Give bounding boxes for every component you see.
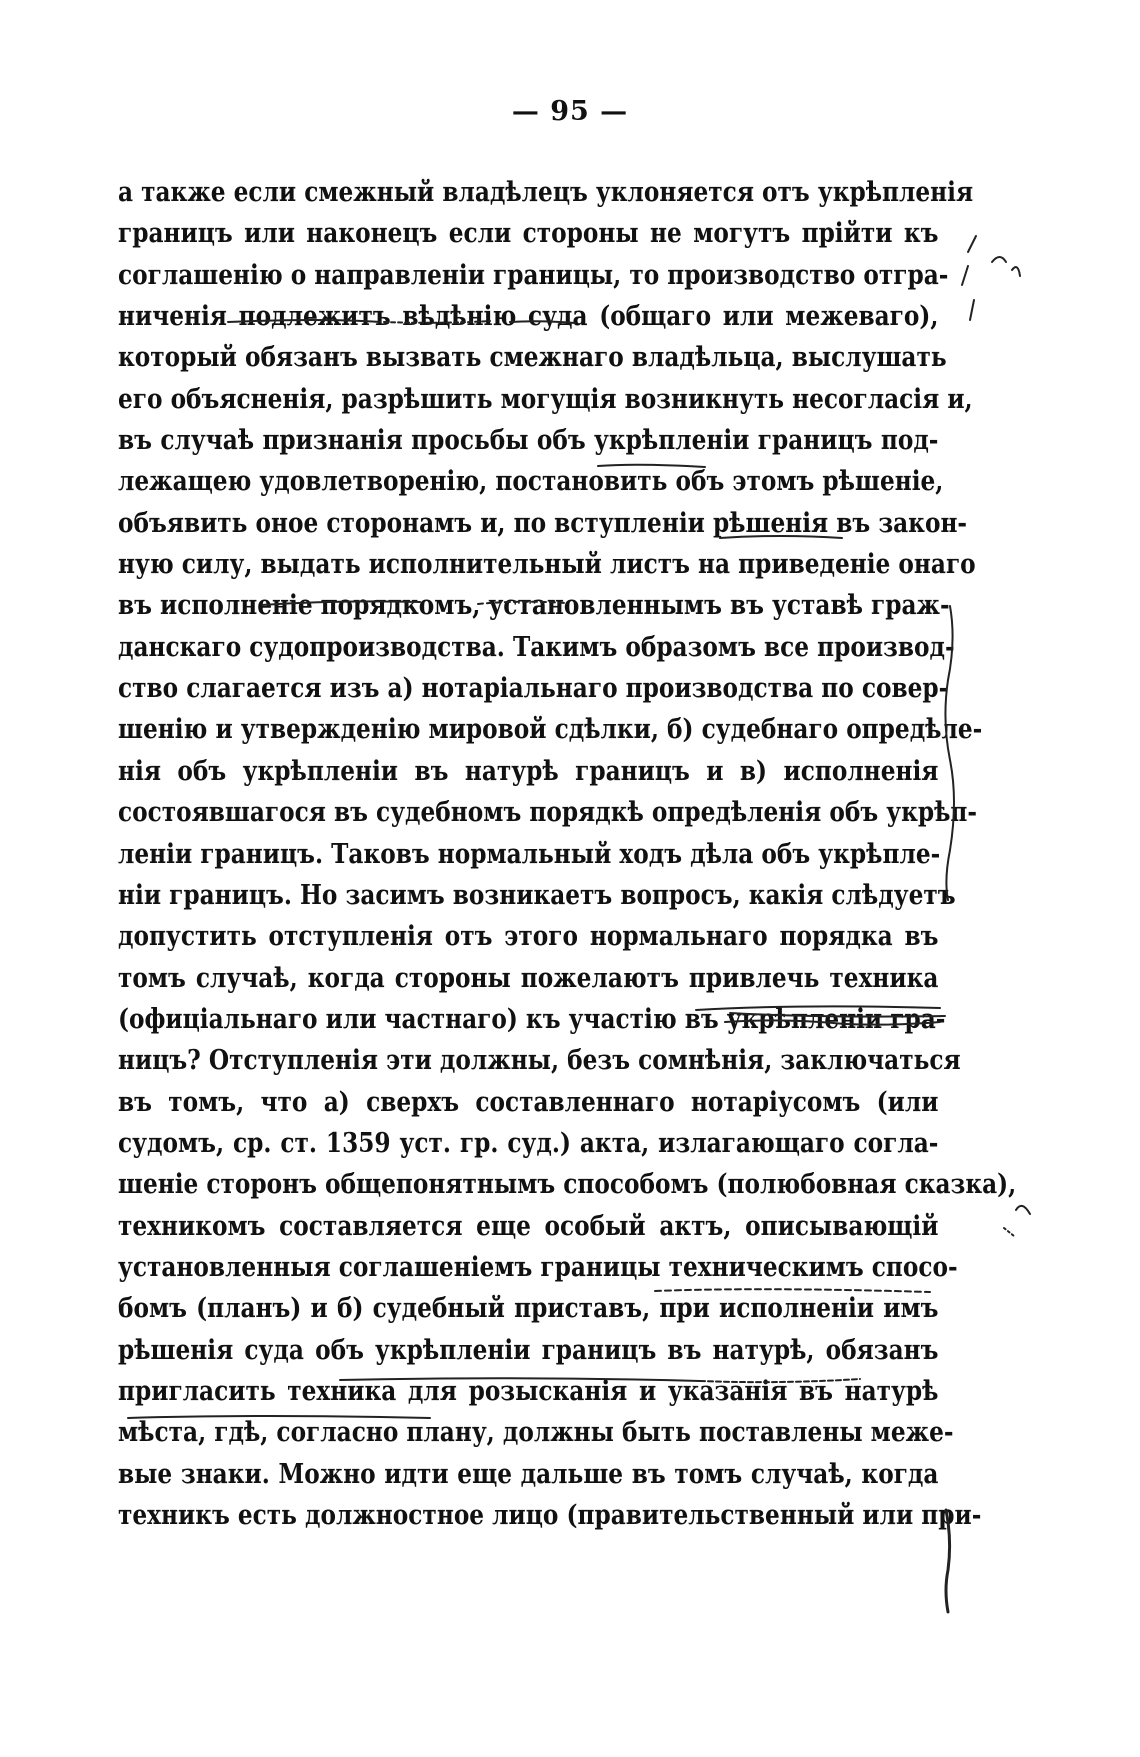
text-line: шенію и утвержденію мировой сдѣлки, б) судебнаго опредѣле- — [118, 714, 983, 746]
text-line: техникомъ составляется еще особый актъ, описывающій — [118, 1210, 939, 1242]
text-line: ную силу, выдать исполнительный листъ на приведеніе онаго — [118, 549, 976, 581]
text-line: техникъ есть должностное лицо (правительственный или при- — [118, 1500, 982, 1531]
margin-mark — [1016, 1206, 1030, 1214]
margin-mark — [968, 236, 976, 252]
text-line: границъ или наконецъ если стороны не могутъ прійти къ — [118, 218, 939, 250]
margin-mark — [962, 266, 968, 285]
text-line: въ случаѣ признанія просьбы объ укрѣпленіи границъ под- — [118, 425, 939, 457]
text-line: въ исполненіе порядкомъ, установленнымъ въ уставѣ граж- — [118, 590, 950, 622]
page-number: — 95 — — [511, 96, 629, 127]
text-line: его объясненія, разрѣшить могущія возникнуть несогласія и, — [118, 383, 973, 415]
margin-mark — [1004, 1228, 1014, 1236]
text-line: рѣшенія суда объ укрѣпленіи границъ въ натурѣ, обязанъ — [118, 1334, 939, 1366]
margin-mark — [1012, 267, 1020, 276]
text-line: шеніе сторонъ общепонятнымъ способомъ (полюбовная сказка), — [118, 1169, 1017, 1201]
text-line: пригласить техника для розысканія и указанія въ натурѣ — [118, 1375, 939, 1407]
text-line: который обязанъ вызвать смежнаго владѣльца, выслушать — [118, 342, 947, 374]
text-line: судомъ, ср. ст. 1359 уст. гр. суд.) акта, излагающаго согла- — [118, 1127, 939, 1159]
text-line: (офиціальнаго или частнаго) къ участію въ укрѣпленіи гра- — [118, 1003, 946, 1035]
text-line: ницъ? Отступленія эти должны, безъ сомнѣнія, заключаться — [118, 1045, 961, 1077]
text-line: установленныя соглашеніемъ границы техническимъ спосо- — [118, 1251, 958, 1283]
text-line: состоявшагося въ судебномъ порядкѣ опредѣленія объ укрѣп- — [118, 797, 978, 829]
text-line: въ томъ, что а) сверхъ составленнаго нотаріусомъ (или — [118, 1086, 939, 1118]
text-line: томъ случаѣ, когда стороны пожелаютъ привлечь техника — [118, 962, 939, 994]
text-line: нія объ укрѣпленіи въ натурѣ границъ и в) исполненія — [118, 755, 939, 787]
text-line: мѣста, гдѣ, согласно плану, должны быть поставлены меже- — [118, 1417, 954, 1449]
text-line: бомъ (планъ) и б) судебный приставъ, при исполненіи имъ — [118, 1293, 939, 1325]
body-text — [118, 172, 1017, 1536]
text-line: ніи границъ. Но засимъ возникаетъ вопросъ, какія слѣдуетъ — [118, 879, 956, 911]
text-line: ство слагается изъ а) нотаріальнаго производства по совер- — [118, 673, 949, 705]
text-line: объявить оное сторонамъ и, по вступленіи рѣшенія въ закон- — [118, 507, 968, 539]
text-line: ниченія подлежитъ вѣдѣнію суда (общаго или межеваго), — [118, 301, 939, 333]
text-line: допустить отступленія отъ этого нормальнаго порядка въ — [118, 921, 939, 953]
text-line: данскаго судопроизводства. Такимъ образомъ все производ- — [118, 631, 955, 663]
text-line: леніи границъ. Таковъ нормальный ходъ дѣла объ укрѣпле- — [118, 838, 941, 870]
text-line: соглашенію о направленіи границы, то производство отгра- — [118, 259, 949, 291]
text-line: лежащею удовлетворенію, постановить объ этомъ рѣшеніе, — [118, 466, 944, 498]
margin-mark — [992, 257, 1006, 262]
margin-mark — [970, 300, 974, 320]
text-line: вые знаки. Можно идти еще дальше въ томъ случаѣ, когда — [118, 1458, 939, 1490]
text-line: а также если смежный владѣлецъ уклоняется отъ укрѣпленія — [118, 177, 974, 208]
